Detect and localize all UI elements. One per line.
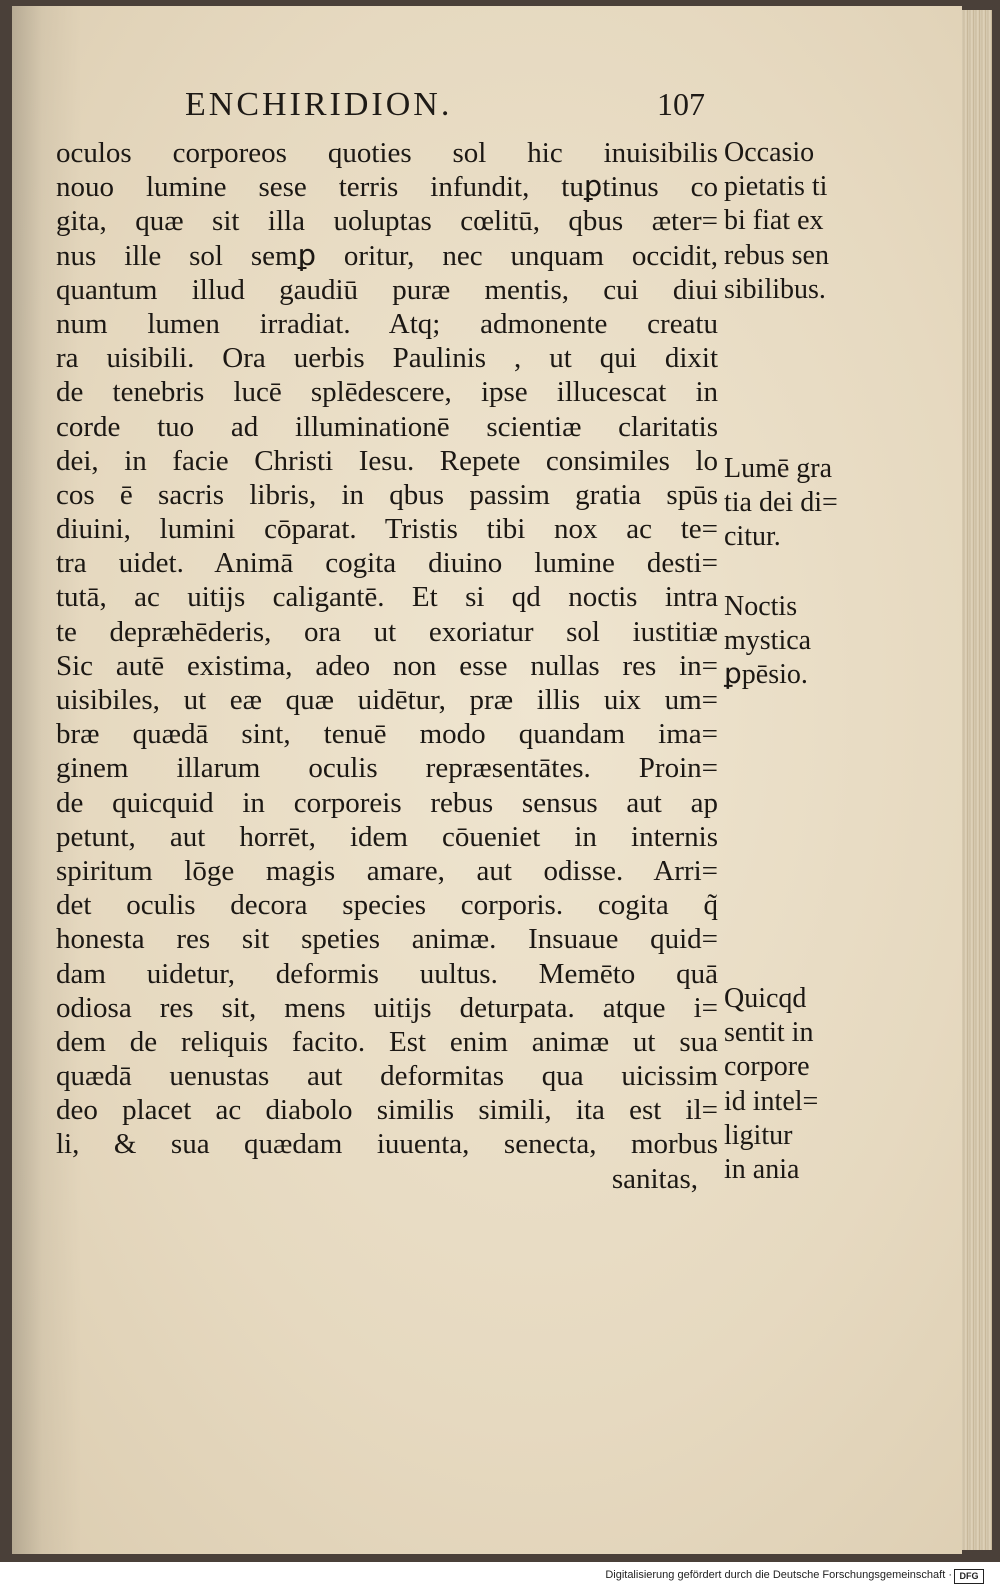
text-line: quantum illud gaudiū puræ mentis, cui diui xyxy=(56,273,718,306)
text-line: honesta res sit speties animæ. Insuaue quid= xyxy=(56,923,718,956)
main-text-block xyxy=(56,136,718,1196)
marginal-note-lume xyxy=(724,452,889,555)
text-line: spiritum lōge magis amare, aut odisse. Arri= xyxy=(56,854,718,887)
marginal-note-line: sibilibus. xyxy=(724,273,826,305)
text-line: bræ quædā sint, tenuē modo quandam ima= xyxy=(56,718,718,751)
text-line: diuini, lumini cōparat. Tristis tibi nox ac te= xyxy=(56,513,718,546)
text-line: de tenebris lucē splēdescere, ipse illucescat in xyxy=(56,376,718,409)
text-line: oculos corporeos quoties sol hic inuisibilis xyxy=(56,137,718,169)
text-line: det oculis decora species corporis. cogita q̃ xyxy=(56,889,718,922)
text-line: nus ille sol semꝑ oritur, nec unquam occidit, xyxy=(56,239,718,272)
marginal-note-line: ꝑpēsio. xyxy=(724,659,808,691)
text-line: dei, in facie Christi Iesu. Repete consimiles lo xyxy=(56,444,718,477)
digitization-credit: Digitalisierung gefördert durch die Deutsche Forschungsgemeinschaft · xyxy=(605,1569,952,1581)
page-header xyxy=(185,86,705,136)
marginal-note-line: ligitur xyxy=(724,1119,793,1151)
digitization-footer xyxy=(0,1562,1000,1591)
marginal-note-line: in ania xyxy=(724,1153,800,1185)
marginal-note-line: bi fiat ex xyxy=(724,205,824,237)
text-line: dem de reliquis facito. Est enim animæ ut sua xyxy=(56,1025,718,1058)
text-line: corde tuo ad illuminationē scientiæ claritatis xyxy=(56,410,718,443)
text-line: dam uidetur, deformis uultus. Memēto quā xyxy=(56,957,718,990)
text-line: li, & sua quædam iuuenta, senecta, morbus xyxy=(56,1128,718,1161)
marginal-note-line: sentit in xyxy=(724,1017,814,1049)
marginal-note-line: tia dei di= xyxy=(724,487,838,519)
marginal-note-line: Occasio xyxy=(724,137,815,168)
running-title: ENCHIRIDION. xyxy=(185,86,453,123)
marginal-note-line: citur. xyxy=(724,521,781,553)
text-line: uisibiles, ut eæ quæ uidētur, præ illis uix um= xyxy=(56,684,718,716)
text-line: num lumen irradiat. Atq; admonente creatu xyxy=(56,307,718,340)
marginal-note-quicqd xyxy=(724,982,889,1187)
text-line: odiosa res sit, mens uitijs deturpata. atque i= xyxy=(56,991,718,1024)
text-line: nouo lumine sese terris infundit, tuꝑtinus co xyxy=(56,171,718,204)
page-edges xyxy=(962,10,992,1550)
text-line: tutā, ac uitijs caligantē. Et si qd noctis intra xyxy=(56,581,718,614)
text-line: petunt, aut horrēt, idem cōueniet in internis xyxy=(56,820,718,853)
text-line: Sic autē existima, adeo non esse nullas res in= xyxy=(56,649,718,682)
text-line: cos ē sacris libris, in qbus passim gratia spūs xyxy=(56,478,718,511)
marginal-note-line: Noctis xyxy=(724,591,798,622)
marginal-note-noctis xyxy=(724,590,889,693)
text-line: te depræhēderis, ora ut exoriatur sol iustitiæ xyxy=(56,615,718,648)
marginal-note-line: Lumē gra xyxy=(724,453,833,484)
text-line: sanitas, xyxy=(611,1162,698,1195)
marginal-note-line: corpore xyxy=(724,1051,810,1083)
marginal-note-line: mystica xyxy=(724,625,812,657)
marginal-note-occasio xyxy=(724,136,889,307)
dfg-logo: DFG xyxy=(954,1569,984,1584)
marginal-note-line: Quicqd xyxy=(724,983,807,1014)
text-line: tra uidet. Animā cogita diuino lumine desti= xyxy=(56,547,718,580)
marginal-note-line: rebus sen xyxy=(724,239,829,271)
text-line: quædā uenustas aut deformitas qua uicissim xyxy=(56,1060,718,1093)
text-line: gita, quæ sit illa uoluptas cœlitū, qbus æter= xyxy=(56,205,718,238)
text-line: deo placet ac diabolo similis simili, ita est il= xyxy=(56,1094,718,1127)
text-line: ginem illarum oculis repræsentātes. Proin= xyxy=(56,752,718,785)
marginal-note-line: id intel= xyxy=(724,1085,819,1117)
marginal-note-line: pietatis ti xyxy=(724,171,828,203)
page-number: 107 xyxy=(657,86,705,122)
text-line: ra uisibili. Ora uerbis Paulinis , ut qui dixit xyxy=(56,342,718,375)
text-line: de quicquid in corporeis rebus sensus aut ap xyxy=(56,786,718,819)
